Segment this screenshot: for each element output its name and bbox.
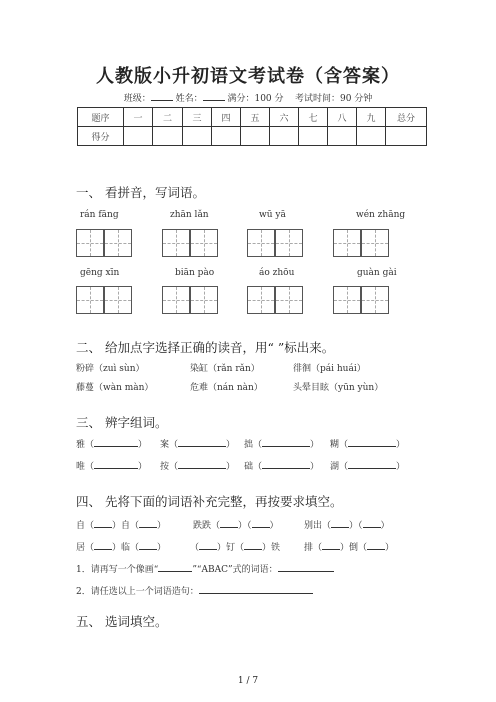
answer-blank[interactable] [94, 459, 138, 469]
idiom-text: 别出（ [304, 521, 332, 531]
char-prompt: 按（ [160, 462, 179, 472]
section-3-title: 三、 辨字组词。 [76, 415, 168, 430]
pinyin-label: wū yā [259, 210, 286, 220]
char-prompt: 唯（ [76, 462, 95, 472]
idiom-text: 自（ [76, 521, 95, 531]
writing-grid[interactable] [333, 229, 361, 257]
idiom-item [76, 518, 166, 531]
idiom-item [304, 518, 390, 531]
idiom-text: ）自（ [112, 521, 140, 531]
idiom-item [304, 540, 394, 553]
score-header-cell: 题序 [78, 108, 124, 127]
char-prompt: 雅（ [76, 440, 95, 450]
idiom-item [190, 540, 280, 553]
writing-grid[interactable] [162, 229, 190, 257]
score-cell[interactable] [124, 127, 153, 146]
score-cell[interactable] [153, 127, 183, 146]
score-cell[interactable] [183, 127, 212, 146]
writing-grid[interactable] [275, 229, 303, 257]
pinyin-label: rán fāng [80, 210, 119, 220]
close-paren: ） [310, 440, 320, 450]
writing-grid[interactable] [76, 229, 104, 257]
question-text: 1．请再写一个像画“ [76, 565, 159, 575]
section-1-title: 一、 看拼音，写词语。 [76, 185, 205, 200]
word-group-row [330, 459, 405, 472]
writing-grid[interactable] [247, 229, 275, 257]
writing-grid[interactable] [361, 286, 389, 314]
char-prompt: 拙（ [244, 440, 263, 450]
section-2-title: 二、 给加点字选择正确的读音，用“ ”标出来。 [76, 340, 335, 355]
idiom-text: ）铁 [262, 543, 281, 553]
class-label: 班级： [123, 94, 151, 104]
answer-blank[interactable] [252, 518, 270, 528]
score-table-header-row [78, 108, 427, 127]
score-header-cell: 一 [124, 108, 153, 127]
answer-blank[interactable] [94, 437, 138, 447]
pinyin-label: áo zhōu [259, 268, 295, 278]
page-number: 1 / 7 [237, 676, 259, 686]
idiom-item [193, 518, 279, 531]
answer-blank[interactable] [244, 540, 262, 550]
page-title: 人教版小升初语文考试卷（含答案） [96, 66, 400, 87]
score-table-score-row [78, 127, 427, 146]
idiom-text: 居（ [76, 543, 95, 553]
idiom-item [76, 540, 166, 553]
name-label: 姓名： [175, 94, 203, 104]
reading-item[interactable]: 徘徊（pái huái） [293, 364, 366, 374]
pinyin-label: zhān lǎn [170, 210, 209, 220]
close-paren: ） [396, 440, 406, 450]
answer-blank[interactable] [220, 518, 238, 528]
answer-blank[interactable] [262, 437, 310, 447]
close-paren: ） [396, 462, 406, 472]
idiom-text: 排（ [304, 543, 323, 553]
exam-info [0, 91, 496, 104]
score-cell[interactable] [357, 127, 386, 146]
question-2 [76, 584, 313, 597]
writing-grid[interactable] [104, 229, 132, 257]
idiom-text: ）（ [349, 521, 363, 531]
score-header-cell: 二 [153, 108, 183, 127]
char-prompt: 础（ [244, 462, 263, 472]
answer-blank[interactable] [199, 584, 313, 594]
exam-time: 考试时间：90 分钟 [294, 94, 373, 104]
answer-blank[interactable] [363, 518, 381, 528]
pinyin-label: wén zhāng [356, 210, 406, 220]
idiom-text: ） [380, 521, 390, 531]
score-row-label: 得分 [78, 127, 124, 146]
pinyin-label: guàn gài [357, 268, 397, 278]
section-4-title: 四、 先将下面的词语补充完整，再按要求填空。 [76, 494, 343, 509]
answer-blank[interactable] [139, 518, 157, 528]
idiom-text: ） [157, 521, 167, 531]
word-group-row [76, 437, 147, 450]
score-header-cell: 四 [212, 108, 241, 127]
answer-blank[interactable] [322, 540, 340, 550]
writing-grid[interactable] [361, 229, 389, 257]
writing-grid[interactable] [190, 229, 218, 257]
writing-grid[interactable] [104, 286, 132, 314]
word-group-row [330, 437, 405, 450]
pinyin-label: gēng xīn [80, 268, 120, 278]
reading-item[interactable]: 头晕目眩（yūn yùn） [293, 383, 384, 393]
word-group-row [160, 437, 235, 450]
score-cell[interactable] [299, 127, 328, 146]
idiom-text: ） [269, 521, 279, 531]
writing-grid[interactable] [162, 286, 190, 314]
answer-blank[interactable] [199, 540, 217, 550]
answer-blank[interactable] [139, 540, 157, 550]
question-text: 2．请任选以上一个词语造句： [76, 587, 199, 597]
full-score: 满分：100 分 [227, 94, 284, 104]
answer-blank[interactable] [94, 518, 112, 528]
score-header-cell: 七 [299, 108, 328, 127]
word-group-row [244, 459, 319, 472]
reading-item[interactable]: 藤蔓（wàn màn） [76, 383, 154, 393]
score-table [77, 107, 427, 146]
answer-blank[interactable] [262, 459, 310, 469]
idiom-text: ）倒（ [340, 543, 368, 553]
score-header-cell: 五 [241, 108, 270, 127]
score-cell[interactable] [270, 127, 299, 146]
score-header-cell: 总分 [386, 108, 427, 127]
reading-item[interactable]: 粉碎（zuì sùn） [76, 364, 145, 374]
reading-item[interactable]: 危难（nán nàn） [190, 383, 263, 393]
answer-blank[interactable] [158, 562, 192, 572]
answer-blank[interactable] [348, 437, 396, 447]
score-header-cell: 六 [270, 108, 299, 127]
char-prompt: 糊（ [330, 440, 349, 450]
word-group-row [76, 459, 147, 472]
writing-grid[interactable] [76, 286, 104, 314]
class-blank[interactable] [151, 92, 173, 101]
score-header-cell: 八 [328, 108, 357, 127]
idiom-text: ）临（ [112, 543, 140, 553]
idiom-text: （ [190, 543, 200, 553]
writing-grid[interactable] [190, 286, 218, 314]
close-paren: ） [310, 462, 320, 472]
score-cell[interactable] [328, 127, 357, 146]
answer-blank[interactable] [278, 562, 334, 572]
score-header-cell: 三 [183, 108, 212, 127]
close-paren: ） [138, 462, 148, 472]
idiom-text: 跌跌（ [193, 521, 221, 531]
close-paren: ） [226, 462, 236, 472]
reading-item[interactable]: 染缸（rǎn rǎn） [190, 364, 260, 374]
answer-blank[interactable] [331, 518, 349, 528]
close-paren: ） [226, 440, 236, 450]
answer-blank[interactable] [178, 459, 226, 469]
writing-grid[interactable] [333, 286, 361, 314]
idiom-text: ）（ [238, 521, 252, 531]
writing-grid[interactable] [247, 286, 275, 314]
idiom-text: ） [385, 543, 395, 553]
answer-blank[interactable] [348, 459, 396, 469]
word-group-row [244, 437, 319, 450]
answer-blank[interactable] [94, 540, 112, 550]
score-cell[interactable] [241, 127, 270, 146]
score-header-cell: 九 [357, 108, 386, 127]
answer-blank[interactable] [367, 540, 385, 550]
answer-blank[interactable] [178, 437, 226, 447]
score-cell[interactable] [212, 127, 241, 146]
close-paren: ） [138, 440, 148, 450]
section-5-title: 五、 选词填空。 [76, 614, 168, 629]
idiom-text: ）钉（ [217, 543, 245, 553]
idiom-text: ） [157, 543, 167, 553]
writing-grid[interactable] [275, 286, 303, 314]
word-group-row [160, 459, 235, 472]
question-1 [76, 562, 334, 575]
question-text: ”“ABAC”式的词语： [192, 565, 278, 575]
char-prompt: 案（ [160, 440, 179, 450]
score-cell[interactable] [386, 127, 427, 146]
pinyin-label: biān pào [175, 268, 215, 278]
char-prompt: 湖（ [330, 462, 349, 472]
name-blank[interactable] [203, 92, 225, 101]
